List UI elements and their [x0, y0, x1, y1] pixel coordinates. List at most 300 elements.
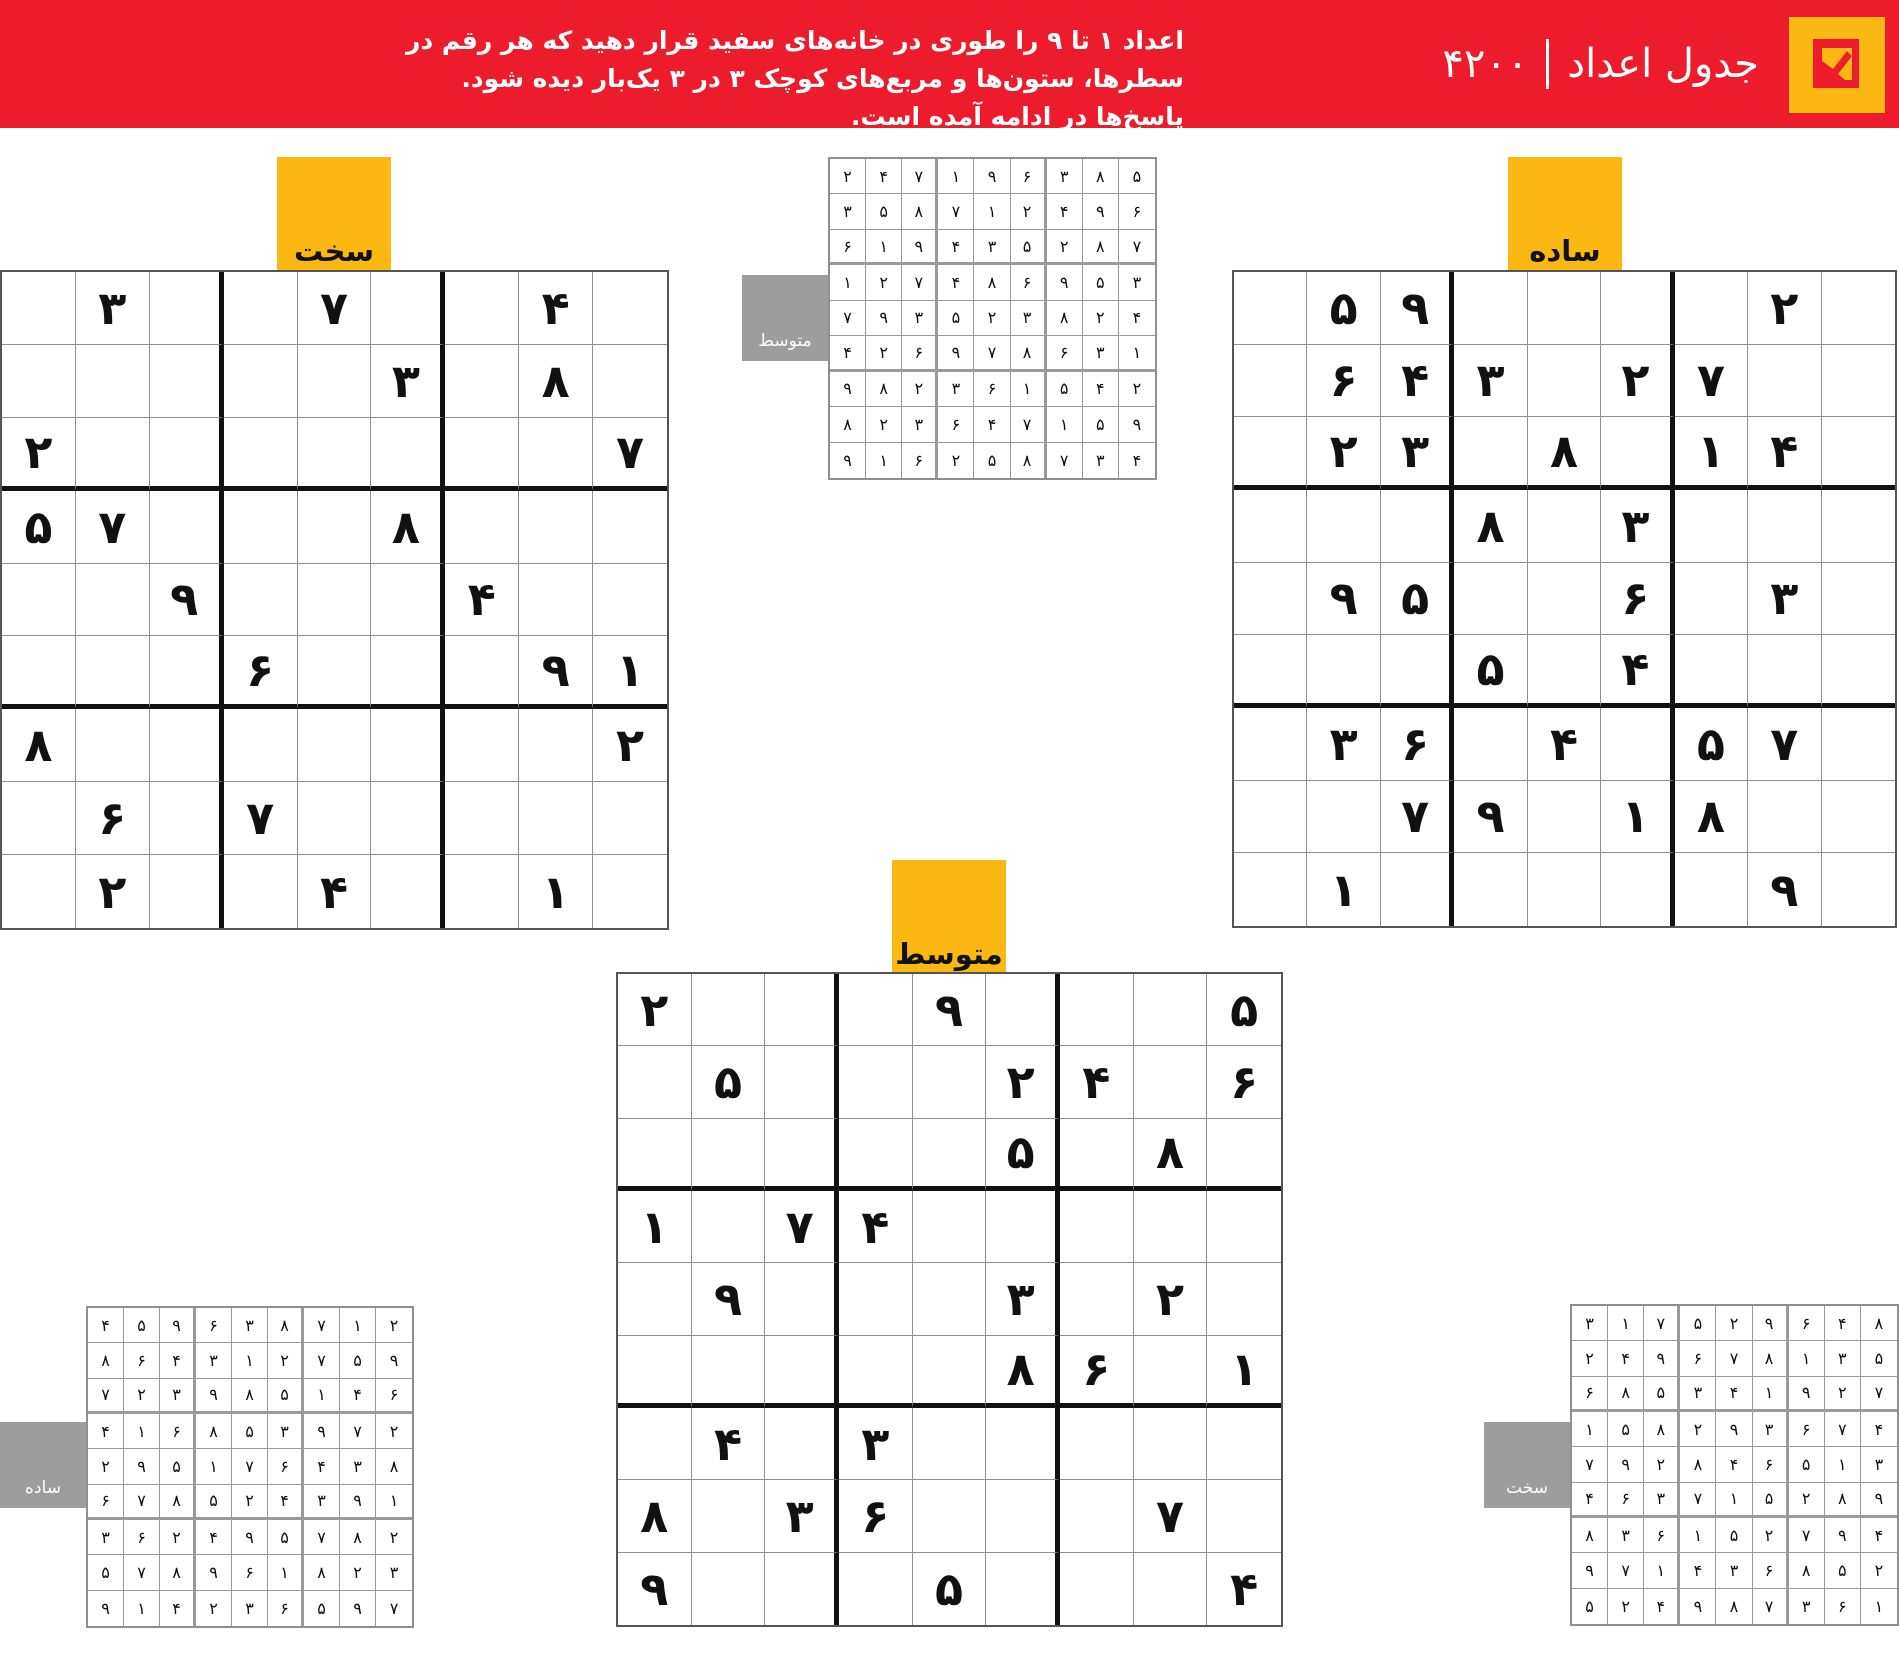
- sudoku-cell: ۲: [902, 372, 938, 407]
- sudoku-cell: ۷: [224, 782, 298, 855]
- sudoku-cell: ۲: [866, 336, 902, 371]
- sudoku-cell: ۲: [1572, 1341, 1608, 1376]
- sudoku-cell: [2, 636, 76, 709]
- sudoku-cell: ۵: [268, 1520, 304, 1555]
- sudoku-cell: ۱: [1680, 1518, 1716, 1553]
- sudoku-cell: ۲: [232, 1485, 268, 1520]
- sudoku-cell: ۳: [1011, 301, 1047, 336]
- sudoku-cell: ۷: [1748, 708, 1821, 781]
- sudoku-cell: ۸: [1454, 490, 1527, 563]
- sudoku-cell: ۲: [974, 301, 1010, 336]
- sudoku-cell: ۴: [1132, 450, 1142, 470]
- sudoku-cell: [765, 1046, 839, 1118]
- sudoku-cell: [1748, 345, 1821, 418]
- sudoku-cell: ۳: [196, 1343, 232, 1378]
- sudoku-cell: ۴: [974, 407, 1010, 442]
- sudoku-cell: ۲: [1134, 1263, 1208, 1335]
- sudoku-cell: ۷: [1381, 781, 1454, 854]
- header-banner: [0, 0, 1899, 131]
- sudoku-cell: [150, 272, 224, 345]
- sudoku-cell: ۴: [160, 1343, 196, 1378]
- sudoku-cell: [445, 491, 519, 564]
- sudoku-cell: [1134, 1336, 1208, 1408]
- sudoku-cell: [2, 564, 76, 637]
- sudoku-cell: ۶: [1011, 265, 1047, 300]
- sudoku-cell: ۵: [1753, 1483, 1789, 1518]
- page-title: [1442, 34, 1759, 94]
- sudoku-cell: [986, 1553, 1060, 1625]
- sudoku-cell: [1234, 635, 1307, 708]
- sudoku-cell: [1748, 490, 1821, 563]
- sudoku-cell: ۹: [1861, 1483, 1897, 1518]
- sudoku-cell: [371, 564, 445, 637]
- issue-number: ۴۲۰۰: [1442, 41, 1529, 87]
- sudoku-cell: [150, 491, 224, 564]
- sudoku-cell: ۷: [1047, 443, 1083, 478]
- sudoku-cell: ۲: [1680, 1412, 1716, 1447]
- sudoku-cell: [1454, 708, 1527, 781]
- sudoku-cell: [519, 418, 593, 491]
- sudoku-cell: ۵: [232, 1414, 268, 1449]
- sudoku-cell: [1822, 272, 1895, 345]
- sudoku-cell: ۴: [1861, 1412, 1897, 1447]
- sudoku-cell: ۵: [124, 1308, 160, 1343]
- sudoku-cell: [593, 491, 667, 564]
- sudoku-cell: [765, 1263, 839, 1335]
- sudoku-cell: ۷: [1119, 230, 1155, 265]
- sudoku-cell: [1822, 781, 1895, 854]
- sudoku-cell: [76, 418, 150, 491]
- sudoku-cell: ۷: [124, 1555, 160, 1590]
- sudoku-cell: ۱: [124, 1591, 160, 1626]
- sudoku-cell: ۶: [1753, 1447, 1789, 1482]
- sudoku-cell: ۳: [1716, 1553, 1752, 1588]
- sudoku-cell: [1307, 781, 1380, 854]
- sudoku-cell: [224, 709, 298, 782]
- sudoku-cell: [765, 1553, 839, 1625]
- sudoku-cell: ۹: [376, 1343, 412, 1378]
- sudoku-cell: ۵: [986, 1119, 1060, 1191]
- sudoku-cell: ۶: [268, 1449, 304, 1484]
- sudoku-cell: ۹: [340, 1591, 376, 1626]
- sudoku-cell: ۳: [1789, 1589, 1825, 1624]
- sudoku-cell: [692, 1553, 766, 1625]
- sudoku-cell: [2, 782, 76, 855]
- sudoku-cell: [1134, 1191, 1208, 1263]
- sudoku-cell: ۲: [376, 1520, 412, 1555]
- sudoku-cell: ۲: [866, 265, 902, 300]
- sudoku-cell: ۲: [1789, 1483, 1825, 1518]
- sudoku-cell: [224, 855, 298, 928]
- sudoku-cell: [298, 564, 372, 637]
- sudoku-cell: ۶: [376, 1379, 412, 1414]
- sudoku-cell: ۷: [1011, 407, 1047, 442]
- sudoku-cell: ۷: [974, 336, 1010, 371]
- sudoku-cell: ۱: [1644, 1553, 1680, 1588]
- sudoku-cell: [150, 709, 224, 782]
- sudoku-cell: [593, 564, 667, 637]
- sudoku-cell: [150, 345, 224, 418]
- sudoku-cell: ۴: [1825, 1306, 1861, 1341]
- sudoku-cell: [1234, 708, 1307, 781]
- sudoku-cell: ۸: [1825, 1483, 1861, 1518]
- sudoku-cell: [445, 418, 519, 491]
- sudoku-cell: [1454, 417, 1527, 490]
- sudoku-cell: ۹: [196, 1379, 232, 1414]
- sudoku-cell: [224, 564, 298, 637]
- sudoku-cell: ۸: [1861, 1306, 1897, 1341]
- sudoku-cell: [765, 974, 839, 1046]
- sudoku-cell: ۲: [1307, 417, 1380, 490]
- sudoku-cell: ۶: [1789, 1306, 1825, 1341]
- sudoku-cell: ۸: [866, 372, 902, 407]
- sudoku-cell: ۵: [1011, 230, 1047, 265]
- sudoku-cell: ۸: [1572, 1518, 1608, 1553]
- logo: [1789, 17, 1885, 113]
- sudoku-cell: [986, 1480, 1060, 1552]
- sudoku-cell: ۶: [1680, 1341, 1716, 1376]
- sudoku-cell: [618, 1046, 692, 1118]
- sudoku-cell: ۴: [1716, 1377, 1752, 1412]
- sudoku-cell: [913, 1119, 987, 1191]
- sudoku-cell: [298, 782, 372, 855]
- title-text: جدول اعداد: [1567, 41, 1759, 87]
- sudoku-cell: ۲: [1861, 1553, 1897, 1588]
- sudoku-cell: ۱: [1119, 336, 1155, 371]
- sudoku-cell: ۸: [340, 1520, 376, 1555]
- sudoku-cell: [150, 418, 224, 491]
- sudoku-cell: ۹: [830, 372, 866, 407]
- sudoku-cell: ۹: [1119, 407, 1155, 442]
- sudoku-cell: ۱: [1608, 1306, 1644, 1341]
- sudoku-cell: ۴: [1060, 1046, 1134, 1118]
- sudoku-cell: ۱: [1753, 1377, 1789, 1412]
- sudoku-cell: [1234, 417, 1307, 490]
- sudoku-cell: ۹: [1716, 1412, 1752, 1447]
- sudoku-cell: ۱: [830, 265, 866, 300]
- sudoku-cell: ۳: [1748, 563, 1821, 636]
- sudoku-cell: ۱: [519, 855, 593, 928]
- sudoku-cell: ۲: [1011, 194, 1047, 229]
- sudoku-cell: ۵: [1381, 563, 1454, 636]
- sudoku-cell: ۱: [232, 1343, 268, 1378]
- sudoku-cell: ۴: [268, 1485, 304, 1520]
- sudoku-cell: [913, 1046, 987, 1118]
- sudoku-cell: ۸: [1716, 1589, 1752, 1624]
- sudoku-cell: [1675, 635, 1748, 708]
- sudoku-cell: ۶: [1753, 1553, 1789, 1588]
- sudoku-cell: ۵: [340, 1343, 376, 1378]
- sudoku-cell: [765, 1336, 839, 1408]
- sudoku-cell: ۴: [1601, 635, 1674, 708]
- sudoku-cell: ۸: [1083, 230, 1119, 265]
- sudoku-cell: ۳: [1381, 417, 1454, 490]
- sudoku-cell: ۳: [371, 345, 445, 418]
- sudoku-cell: ۴: [1748, 417, 1821, 490]
- sudoku-cell: [1134, 1046, 1208, 1118]
- sudoku-cell: ۱: [938, 159, 974, 194]
- sudoku-cell: ۴: [160, 1591, 196, 1626]
- sudoku-cell: [371, 272, 445, 345]
- sudoku-cell: [224, 418, 298, 491]
- sudoku-cell: [1234, 490, 1307, 563]
- sudoku-cell: [1822, 853, 1895, 926]
- sudoku-cell: [913, 1191, 987, 1263]
- sudoku-cell: ۶: [839, 1480, 913, 1552]
- sudoku-cell: ۴: [1572, 1483, 1608, 1518]
- sudoku-cell: [1134, 1408, 1208, 1480]
- easy-tab: [1508, 157, 1622, 270]
- sudoku-cell: [371, 418, 445, 491]
- sudoku-cell: ۲: [340, 1555, 376, 1590]
- sudoku-cell: [618, 1263, 692, 1335]
- sudoku-cell: ۳: [1608, 1518, 1644, 1553]
- sudoku-cell: ۶: [268, 1591, 304, 1626]
- sudoku-cell: ۴: [938, 265, 974, 300]
- sudoku-cell: [765, 1119, 839, 1191]
- sudoku-cell: [692, 1119, 766, 1191]
- sudoku-cell: ۳: [938, 372, 974, 407]
- sudoku-cell: ۲: [593, 709, 667, 782]
- sudoku-cell: ۸: [974, 265, 1010, 300]
- sudoku-cell: ۱: [1825, 1447, 1861, 1482]
- sudoku-cell: [1454, 272, 1527, 345]
- sudoku-cell: ۵: [1307, 272, 1380, 345]
- sudoku-cell: ۴: [1608, 1341, 1644, 1376]
- sudoku-cell: [1234, 345, 1307, 418]
- sudoku-cell: ۳: [830, 194, 866, 229]
- sudoku-cell: [913, 1408, 987, 1480]
- sudoku-cell: [913, 1263, 987, 1335]
- sudoku-cell: ۴: [839, 1191, 913, 1263]
- sudoku-cell: [1134, 974, 1208, 1046]
- sudoku-cell: ۶: [224, 636, 298, 709]
- sudoku-cell: ۴: [1119, 301, 1155, 336]
- sudoku-cell: ۳: [1825, 1341, 1861, 1376]
- sudoku-cell: [1822, 708, 1895, 781]
- sudoku-cell: ۹: [1572, 1553, 1608, 1588]
- medium-puzzle-grid: [616, 972, 1283, 1627]
- sudoku-cell: [1748, 781, 1821, 854]
- sudoku-cell: [298, 345, 372, 418]
- sudoku-cell: ۷: [830, 301, 866, 336]
- sudoku-cell: ۱: [376, 1485, 412, 1520]
- sudoku-cell: ۴: [340, 1379, 376, 1414]
- sudoku-cell: ۹: [938, 336, 974, 371]
- sudoku-cell: ۴: [692, 1408, 766, 1480]
- sudoku-cell: ۱: [1572, 1412, 1608, 1447]
- sudoku-cell: ۹: [124, 1449, 160, 1484]
- sudoku-cell: ۹: [1680, 1589, 1716, 1624]
- medium-answer-tag: [742, 275, 828, 361]
- sudoku-cell: [1528, 853, 1601, 926]
- sudoku-cell: ۸: [232, 1379, 268, 1414]
- sudoku-cell: ۲: [1825, 1377, 1861, 1412]
- sudoku-cell: [1207, 1191, 1281, 1263]
- medium-answer-grid: [828, 157, 1157, 480]
- sudoku-cell: [839, 974, 913, 1046]
- sudoku-cell: [839, 1263, 913, 1335]
- sudoku-cell: ۵: [196, 1485, 232, 1520]
- sudoku-cell: ۵: [692, 1046, 766, 1118]
- sudoku-cell: ۴: [298, 855, 372, 928]
- sudoku-cell: ۴: [1644, 1589, 1680, 1624]
- instructions-text: اعداد ۱ تا ۹ را طوری در خانه‌های سفید قرار دهید که هر رقم در سطرها، ستون‌ها و مربع‌های کوچک ۳ در ۳ یک‌بار دیده شود. پاسخ‌ها در ادامه آمده است.: [405, 26, 1184, 131]
- sudoku-cell: ۹: [150, 564, 224, 637]
- sudoku-cell: ۵: [938, 301, 974, 336]
- sudoku-cell: [1060, 1119, 1134, 1191]
- sudoku-cell: ۸: [1789, 1553, 1825, 1588]
- sudoku-cell: [1381, 490, 1454, 563]
- sudoku-cell: ۵: [88, 1555, 124, 1590]
- sudoku-cell: ۷: [1789, 1518, 1825, 1553]
- sudoku-cell: ۵: [1047, 372, 1083, 407]
- sudoku-cell: ۳: [1454, 345, 1527, 418]
- sudoku-cell: [298, 491, 372, 564]
- sudoku-cell: [224, 272, 298, 345]
- sudoku-cell: ۴: [1680, 1553, 1716, 1588]
- sudoku-cell: ۳: [340, 1449, 376, 1484]
- sudoku-cell: ۳: [1644, 1483, 1680, 1518]
- sudoku-cell: ۴: [1047, 194, 1083, 229]
- sudoku-cell: ۲: [76, 855, 150, 928]
- sudoku-cell: ۴: [866, 159, 902, 194]
- sudoku-cell: ۱: [304, 1379, 340, 1414]
- sudoku-cell: ۶: [1608, 1483, 1644, 1518]
- sudoku-cell: ۶: [974, 372, 1010, 407]
- sudoku-cell: ۵: [268, 1379, 304, 1414]
- sudoku-cell: ۷: [1572, 1447, 1608, 1482]
- sudoku-cell: ۸: [304, 1555, 340, 1590]
- sudoku-cell: ۳: [1047, 159, 1083, 194]
- sudoku-cell: ۹: [913, 974, 987, 1046]
- sudoku-cell: ۵: [1572, 1589, 1608, 1624]
- sudoku-cell: [298, 636, 372, 709]
- sudoku-cell: ۳: [902, 301, 938, 336]
- sudoku-cell: ۳: [1083, 443, 1119, 478]
- sudoku-cell: ۱: [196, 1449, 232, 1484]
- sudoku-cell: ۹: [519, 636, 593, 709]
- sudoku-cell: ۳: [902, 407, 938, 442]
- sudoku-cell: [371, 636, 445, 709]
- sudoku-cell: [1601, 708, 1674, 781]
- sudoku-cell: ۱: [1874, 1596, 1884, 1616]
- sudoku-cell: [1060, 1553, 1134, 1625]
- sudoku-cell: ۲: [618, 974, 692, 1046]
- sudoku-cell: [1381, 635, 1454, 708]
- sudoku-cell: [765, 1408, 839, 1480]
- sudoku-cell: [1060, 1191, 1134, 1263]
- sudoku-cell: ۴: [1381, 345, 1454, 418]
- sudoku-cell: [692, 1191, 766, 1263]
- sudoku-cell: ۳: [1753, 1412, 1789, 1447]
- sudoku-cell: ۵: [974, 443, 1010, 478]
- sudoku-cell: ۲: [986, 1046, 1060, 1118]
- sudoku-cell: ۸: [160, 1485, 196, 1520]
- sudoku-cell: [76, 709, 150, 782]
- sudoku-cell: ۹: [902, 230, 938, 265]
- sudoku-cell: ۴: [1528, 708, 1601, 781]
- sudoku-cell: ۴: [1230, 1561, 1259, 1616]
- sudoku-cell: ۴: [519, 272, 593, 345]
- sudoku-cell: ۱: [340, 1308, 376, 1343]
- sudoku-cell: ۳: [376, 1555, 412, 1590]
- sudoku-cell: [1528, 272, 1601, 345]
- sudoku-cell: ۷: [1861, 1377, 1897, 1412]
- sudoku-cell: ۷: [902, 159, 938, 194]
- sudoku-cell: ۸: [268, 1308, 304, 1343]
- hard-label: سخت: [293, 234, 375, 268]
- sudoku-cell: ۷: [765, 1191, 839, 1263]
- sudoku-cell: ۴: [1861, 1518, 1897, 1553]
- sudoku-cell: ۲: [1753, 1518, 1789, 1553]
- sudoku-cell: ۹: [1748, 853, 1821, 926]
- sudoku-cell: ۴: [1083, 372, 1119, 407]
- sudoku-cell: ۷: [593, 418, 667, 491]
- medium-tab: [892, 860, 1006, 973]
- sudoku-cell: ۶: [830, 230, 866, 265]
- sudoku-cell: [839, 1336, 913, 1408]
- sudoku-cell: ۲: [124, 1379, 160, 1414]
- sudoku-cell: [1234, 781, 1307, 854]
- sudoku-cell: ۷: [76, 491, 150, 564]
- sudoku-cell: ۲: [1716, 1306, 1752, 1341]
- sudoku-cell: ۶: [1381, 708, 1454, 781]
- easy-answer-tag: [0, 1422, 86, 1508]
- sudoku-cell: ۹: [232, 1520, 268, 1555]
- sudoku-cell: ۹: [1825, 1518, 1861, 1553]
- sudoku-cell: [519, 564, 593, 637]
- sudoku-cell: [1675, 853, 1748, 926]
- sudoku-cell: [371, 855, 445, 928]
- sudoku-cell: ۱: [866, 443, 902, 478]
- sudoku-cell: ۵: [304, 1591, 340, 1626]
- sudoku-cell: ۱: [1601, 781, 1674, 854]
- sudoku-cell: ۷: [1753, 1589, 1789, 1624]
- sudoku-cell: [692, 1480, 766, 1552]
- sudoku-cell: ۲: [376, 1414, 412, 1449]
- sudoku-cell: ۷: [232, 1449, 268, 1484]
- sudoku-cell: ۳: [268, 1414, 304, 1449]
- sudoku-cell: ۵: [866, 194, 902, 229]
- sudoku-cell: ۵: [1454, 635, 1527, 708]
- sudoku-cell: ۸: [618, 1480, 692, 1552]
- sudoku-cell: ۵: [1675, 708, 1748, 781]
- sudoku-cell: ۹: [692, 1263, 766, 1335]
- sudoku-cell: ۳: [1601, 490, 1674, 563]
- sudoku-cell: [298, 418, 372, 491]
- sudoku-cell: [1528, 490, 1601, 563]
- sudoku-cell: [692, 1336, 766, 1408]
- sudoku-cell: ۱: [1789, 1341, 1825, 1376]
- sudoku-cell: ۵: [1861, 1341, 1897, 1376]
- sudoku-cell: ۶: [124, 1520, 160, 1555]
- sudoku-cell: [913, 1336, 987, 1408]
- sudoku-cell: ۱: [1047, 407, 1083, 442]
- sudoku-cell: [986, 1408, 1060, 1480]
- sudoku-cell: [150, 636, 224, 709]
- sudoku-cell: [445, 272, 519, 345]
- sudoku-cell: [1601, 272, 1674, 345]
- sudoku-cell: ۹: [88, 1591, 124, 1626]
- sudoku-cell: [1234, 272, 1307, 345]
- sudoku-cell: ۶: [1307, 345, 1380, 418]
- medium-label: متوسط: [895, 937, 1003, 971]
- sudoku-cell: [1822, 563, 1895, 636]
- sudoku-cell: [1307, 635, 1380, 708]
- sudoku-cell: [986, 1191, 1060, 1263]
- sudoku-cell: [1060, 974, 1134, 1046]
